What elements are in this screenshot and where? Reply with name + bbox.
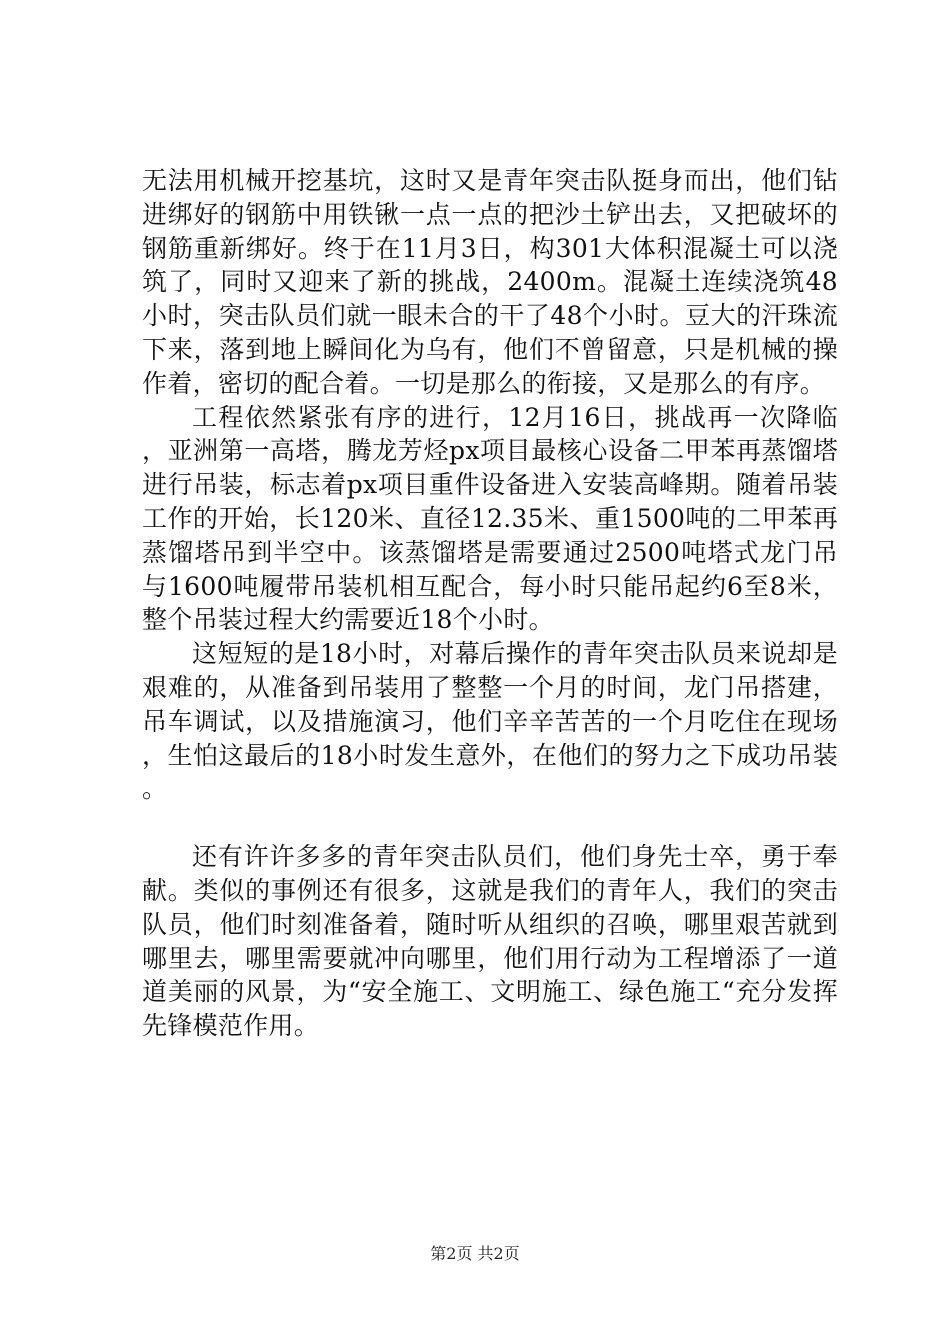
paragraph-2: 工程依然紧张有序的进行，12月16日，挑战再一次降临，亚洲第一高塔，腾龙芳烃px项目最核心设备二甲苯再蒸馏塔进行吊装，标志着px项目重件设备进入安装高峰期。随着吊装工作的开始，长120米、直径12.35米、重1500吨的二甲苯再蒸馏塔吊到半空中。该蒸馏塔是需要通过2500吨塔式龙门吊与1600吨履带吊装机相互配合，每小时只能吊起约6至8米，整个吊装过程大约需要近18个小时。: [142, 402, 838, 635]
paragraph-4: 还有许许多多的青年突击队员们，他们身先士卒，勇于奉献。类似的事例还有很多，这就是我们的青年人，我们的突击队员，他们时刻准备着，随时听从组织的召唤，哪里艰苦就到哪里去，哪里需要就冲向哪里，他们用行动为工程增添了一道道美丽的风景，为“安全施工、文明施工、绿色施工“充分发挥先锋模范作用。: [142, 842, 838, 1041]
page-number-footer: 第2页 共2页: [430, 1244, 520, 1263]
paragraph-1: 无法用机械开挖基坑，这时又是青年突击队挺身而出，他们钻进绑好的钢筋中用铁锹一点一点的把沙土铲出去，又把破坏的钢筋重新绑好。终于在11月3日，构301大体积混凝土可以浇筑了，同时又迎来了新的挑战，2400m。混凝土连续浇筑48小时，突击队员们就一眼未合的干了48个小时。豆大的汗珠流下来，落到地上瞬间化为乌有，他们不曾留意，只是机械的操作着，密切的配合着。一切是那么的衔接，又是那么的有序。: [142, 166, 838, 398]
document-body: [142, 164, 838, 1043]
paragraph-3: 这短短的是18小时，对幕后操作的青年突击队员来说却是艰难的，从准备到吊装用了整整一个月的时间，龙门吊搭建，吊车调试，以及措施演习，他们辛辛苦苦的一个月吃住在现场，生怕这最后的18小时发生意外，在他们的努力之下成功吊装。: [142, 639, 838, 804]
